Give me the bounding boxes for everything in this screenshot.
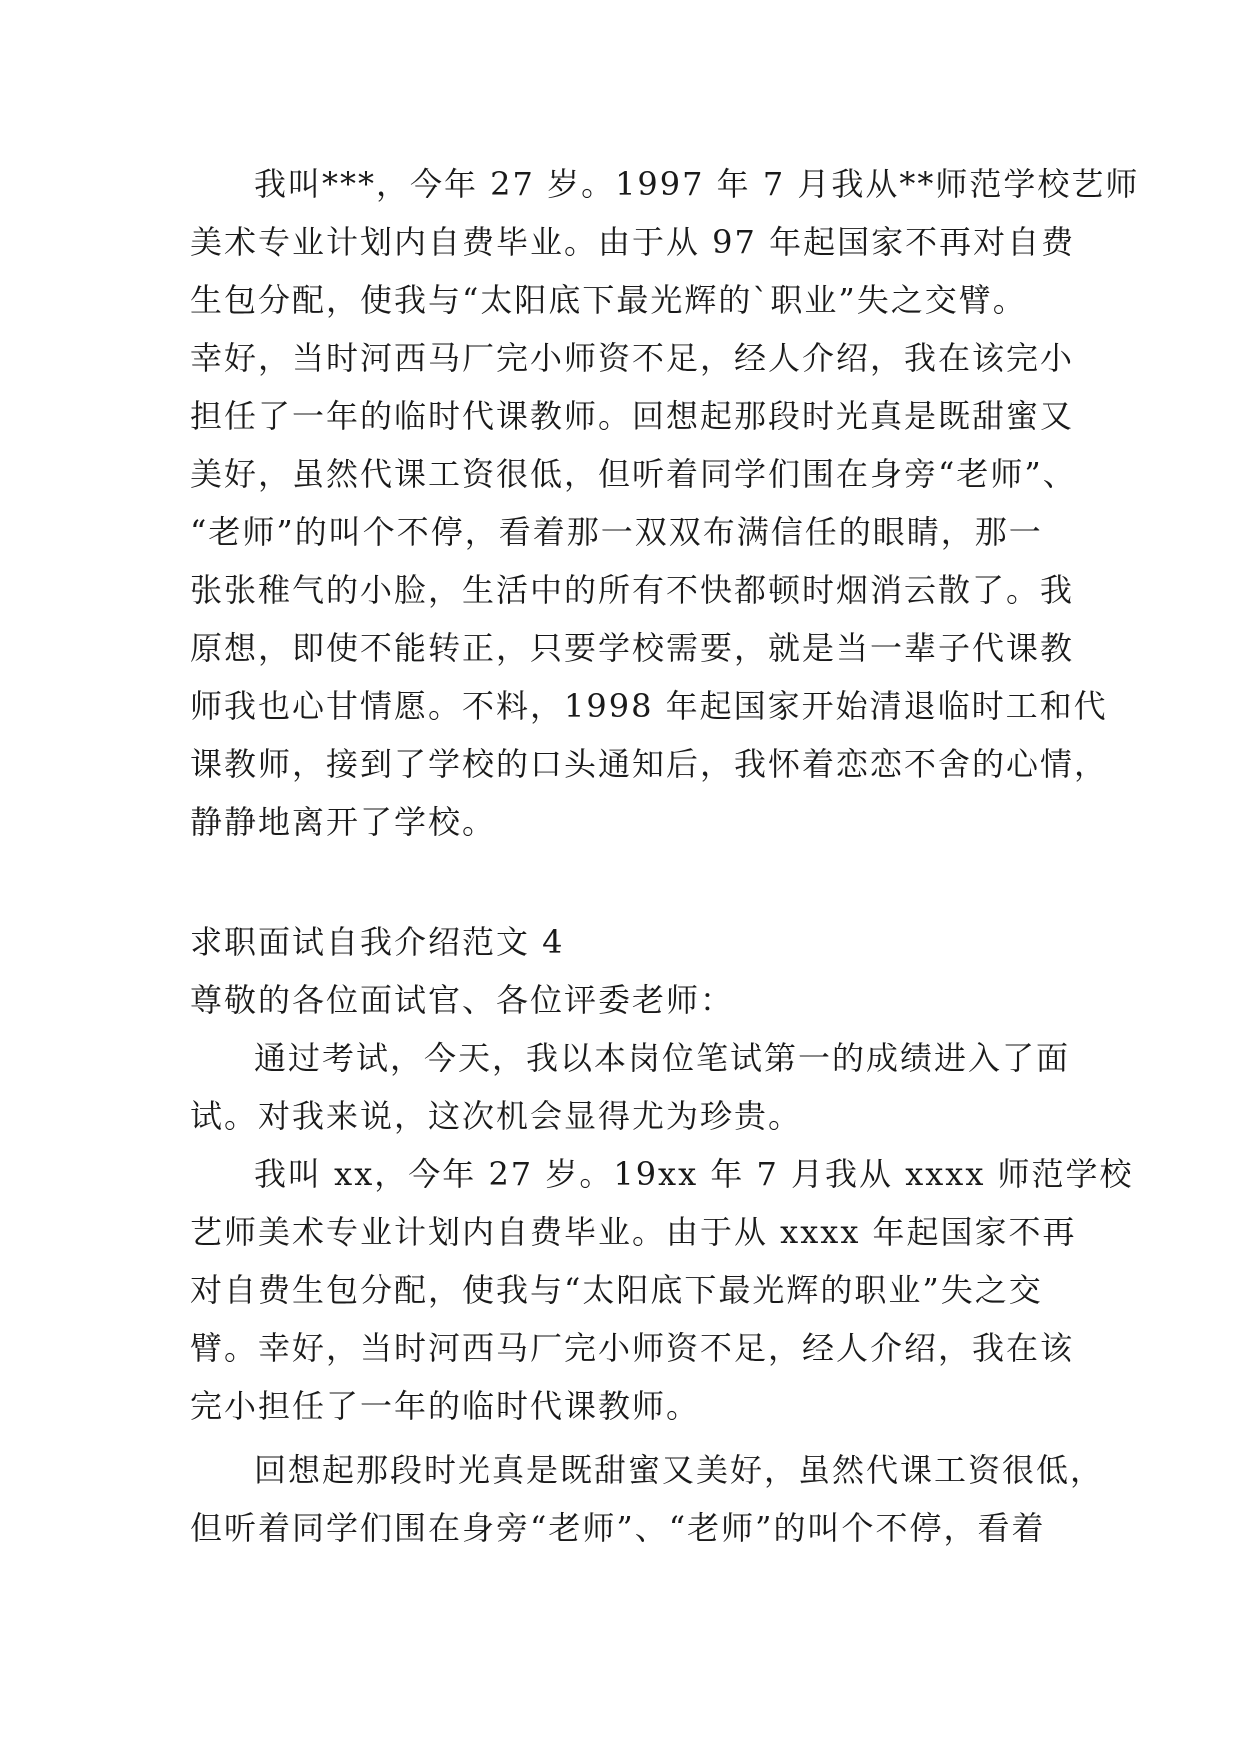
- paragraph-1-line-10: 师我也心甘情愿。不料，1998 年起国家开始清退临时工和代: [190, 687, 1108, 725]
- paragraph-4-line-2: 但听着同学们围在身旁“老师”、“老师”的叫个不停，看着: [190, 1509, 1046, 1547]
- paragraph-1-line-1: 我叫***，今年 27 岁。1997 年 7 月我从**师范学校艺师: [254, 165, 1140, 203]
- paragraph-3-line-3: 对自费生包分配，使我与“太阳底下最光辉的职业”失之交: [190, 1271, 1043, 1309]
- paragraph-3-line-4: 臂。幸好，当时河西马厂完小师资不足，经人介绍，我在该: [190, 1329, 1075, 1367]
- paragraph-3-line-1: 我叫 xx，今年 27 岁。19xx 年 7 月我从 xxxx 师范学校: [254, 1155, 1134, 1193]
- paragraph-1-line-3: 生包分配，使我与“太阳底下最光辉的`职业”失之交臂。: [190, 281, 1027, 319]
- paragraph-1-line-12: 静静地离开了学校。: [190, 803, 497, 841]
- paragraph-1-line-4: 幸好，当时河西马厂完小师资不足，经人介绍，我在该完小: [190, 339, 1075, 377]
- paragraph-1-line-5: 担任了一年的临时代课教师。回想起那段时光真是既甜蜜又: [190, 397, 1075, 435]
- paragraph-1-line-9: 原想，即使不能转正，只要学校需要，就是当一辈子代课教: [190, 629, 1075, 667]
- section-title: 求职面试自我介绍范文 4: [190, 923, 565, 961]
- paragraph-1-line-2: 美术专业计划内自费毕业。由于从 97 年起国家不再对自费: [190, 223, 1076, 261]
- paragraph-1-line-6: 美好，虽然代课工资很低，但听着同学们围在身旁“老师”、: [190, 455, 1077, 493]
- paragraph-1-line-8: 张张稚气的小脸，生活中的所有不快都顿时烟消云散了。我: [190, 571, 1075, 609]
- paragraph-3-line-2: 艺师美术专业计划内自费毕业。由于从 xxxx 年起国家不再: [190, 1213, 1077, 1251]
- paragraph-2-line-1: 通过考试，今天，我以本岗位笔试第一的成绩进入了面: [254, 1039, 1071, 1077]
- paragraph-3-line-5: 完小担任了一年的临时代课教师。: [190, 1387, 701, 1425]
- salutation: 尊敬的各位面试官、各位评委老师：: [190, 981, 735, 1019]
- paragraph-1-line-11: 课教师，接到了学校的口头通知后，我怀着恋恋不舍的心情，: [190, 745, 1109, 783]
- paragraph-4-line-1: 回想起那段时光真是既甜蜜又美好，虽然代课工资很低，: [254, 1451, 1105, 1489]
- paragraph-2-line-2: 试。对我来说，这次机会显得尤为珍贵。: [190, 1097, 803, 1135]
- paragraph-1-line-7: “老师”的叫个不停，看着那一双双布满信任的眼睛，那一: [190, 513, 1043, 551]
